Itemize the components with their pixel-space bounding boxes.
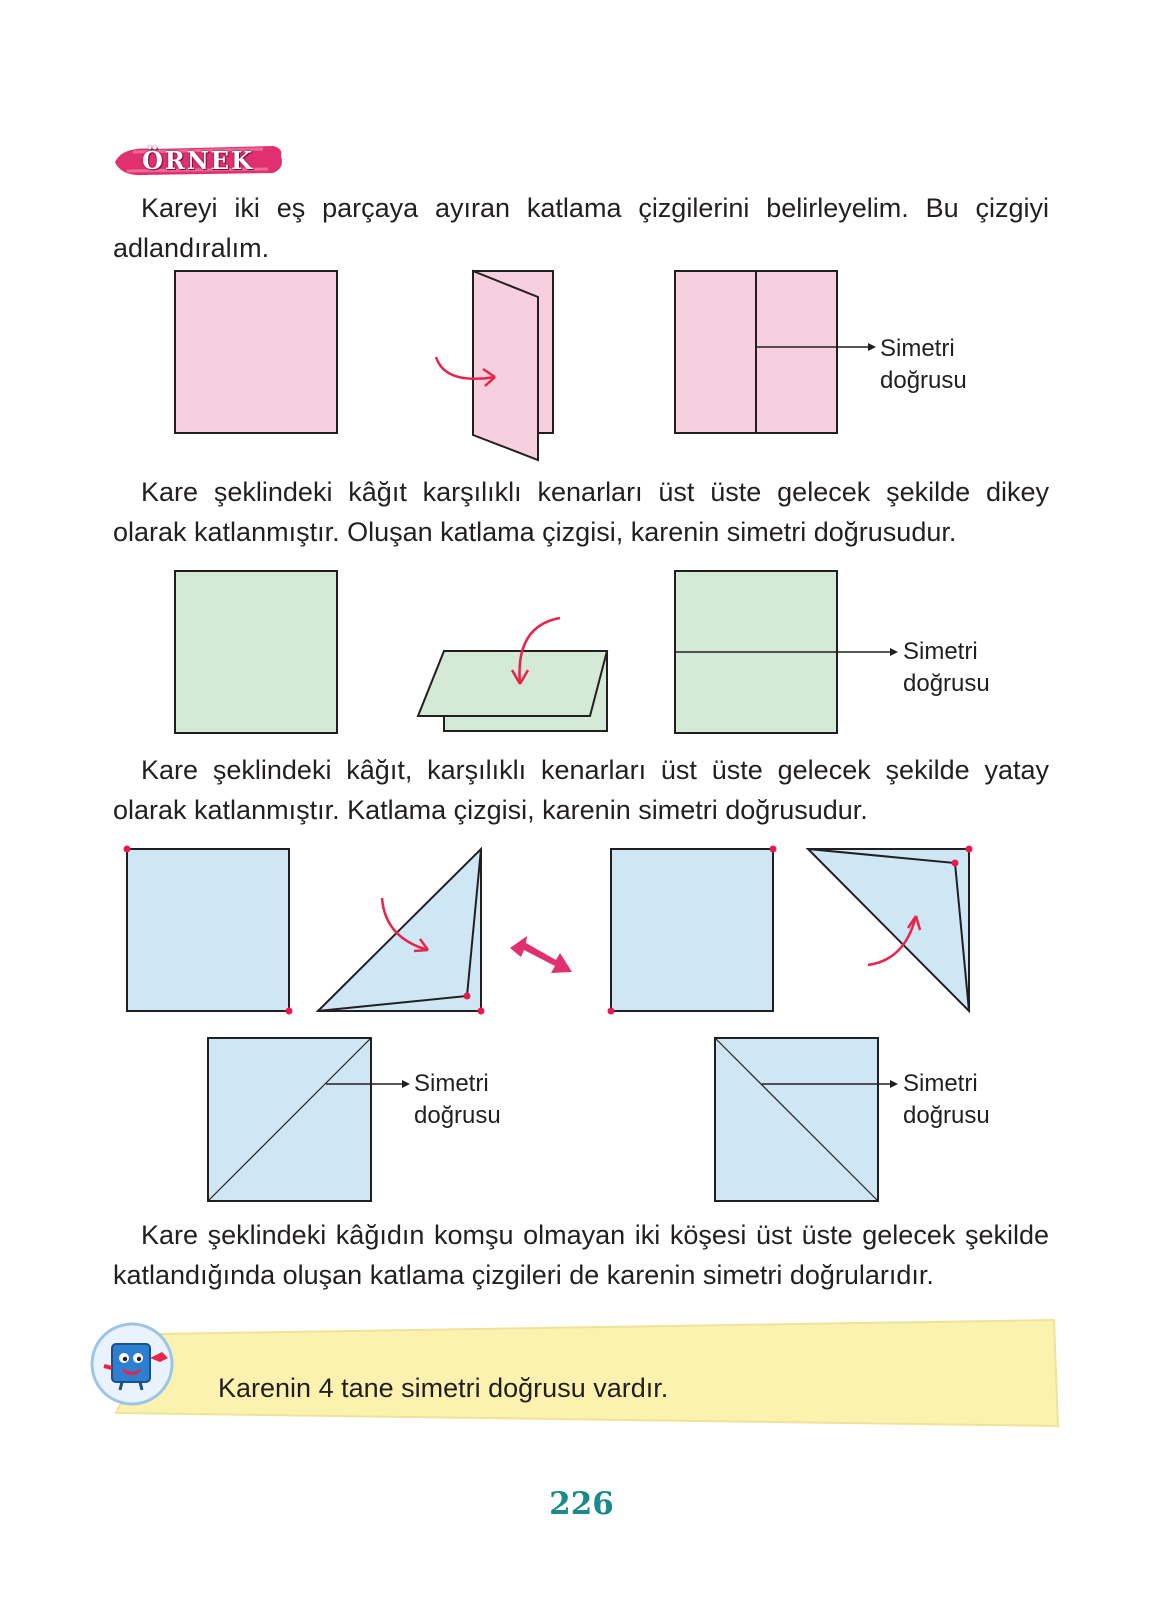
green-square xyxy=(175,571,337,733)
diagonal-folded-triangle-2 xyxy=(808,846,973,1012)
pink-square-with-line xyxy=(675,271,876,433)
green-square-with-line xyxy=(675,571,898,733)
diagonal-paragraph: Kare şeklindeki kâğıdın komşu olmayan iki köşesi üst üste gelecek şekilde katlandığında oluşan katlama çizgileri de karenin simetri doğrularıdır. xyxy=(113,1220,1049,1290)
horizontal-folded-paper xyxy=(418,651,607,731)
symmetry-label: Simetri doğrusu xyxy=(903,1070,990,1129)
blue-square-main-diagonal xyxy=(715,1038,898,1201)
badge-label: ÖRNEK xyxy=(142,145,254,175)
pink-square xyxy=(175,271,337,433)
info-text: Karenin 4 tane simetri doğrusu vardır. xyxy=(218,1373,669,1403)
horizontal-paragraph: Kare şeklindeki kâğıt, karşılıklı kenarları üst üste gelecek şekilde yatay olarak katlanmıştır. Katlama çizgisi, karenin simetri doğrusudur. xyxy=(113,755,1049,825)
square-mascot-icon xyxy=(88,1318,184,1414)
blue-square-anti-diagonal xyxy=(208,1038,410,1201)
intro-paragraph: Kareyi iki eş parçaya ayıran katlama çizgilerini belirleyelim. Bu çizgiyi adlandıralım. xyxy=(113,193,1049,263)
diagonal-folded-triangle-1 xyxy=(318,849,485,1015)
blue-square-dotted-1 xyxy=(124,846,293,1015)
symmetry-label: Simetri doğrusu xyxy=(414,1070,501,1129)
vertical-paragraph: Kare şeklindeki kâğıt karşılıklı kenarları üst üste gelecek şekilde dikey olarak katlanmıştır. Oluşan katlama çizgisi, karenin simetri doğrusudur. xyxy=(113,477,1049,547)
example-badge xyxy=(113,140,283,180)
diagonal-fold-figures xyxy=(0,840,1163,1030)
blue-square-dotted-2 xyxy=(608,846,777,1015)
page-number: 226 xyxy=(549,1486,614,1522)
vertical-fold-figures xyxy=(0,265,1163,465)
vertical-folded-paper xyxy=(473,271,553,460)
symmetry-label: Simetri doğrusu xyxy=(880,335,967,394)
double-arrow-icon xyxy=(510,936,572,973)
symmetry-label: Simetri doğrusu xyxy=(903,638,990,697)
